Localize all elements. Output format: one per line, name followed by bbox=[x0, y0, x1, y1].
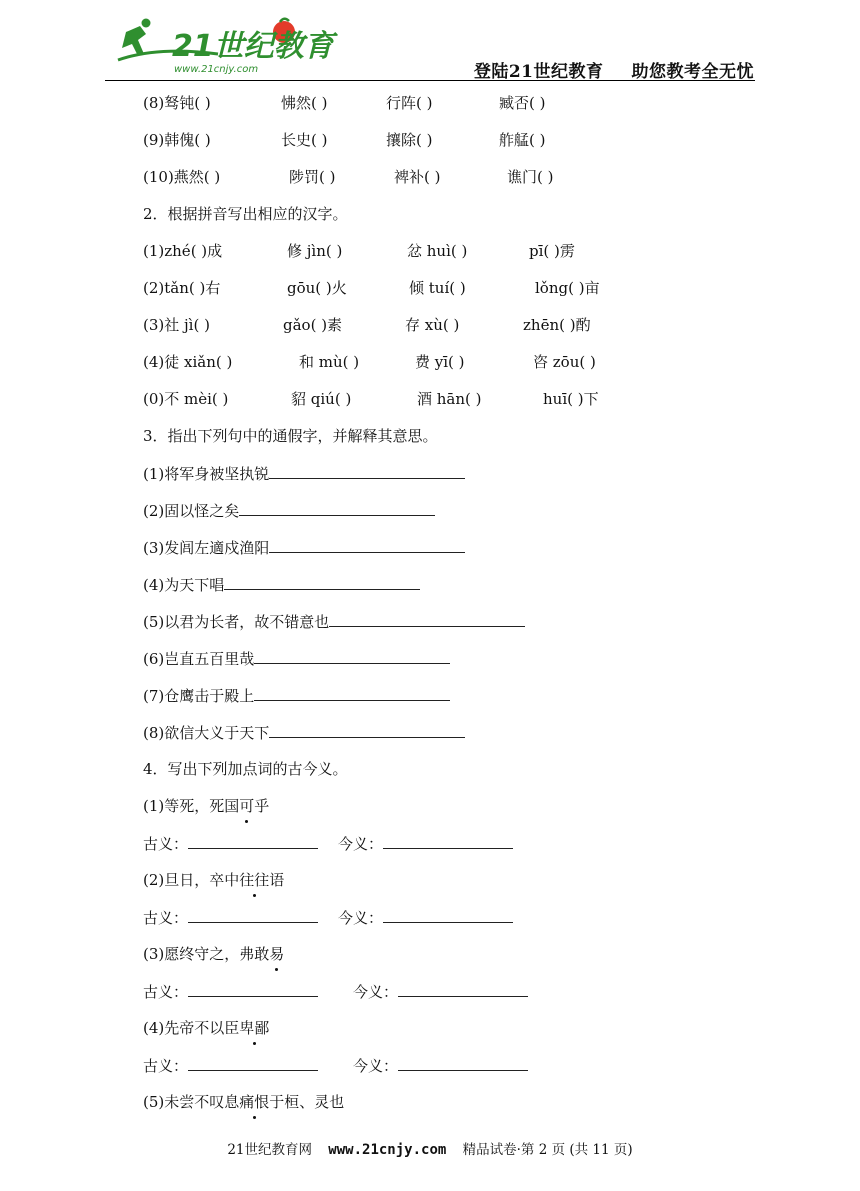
item: (1)zhé( )成 bbox=[143, 242, 223, 260]
pinyin-row bbox=[143, 386, 763, 423]
gu-label: 古义： bbox=[143, 978, 318, 1006]
answer-blank[interactable] bbox=[254, 682, 450, 701]
pinyin-row bbox=[143, 238, 763, 275]
pinyin-row bbox=[143, 349, 763, 386]
list-item bbox=[143, 867, 763, 904]
item: 攘除( ) bbox=[386, 131, 433, 149]
list-item bbox=[143, 534, 763, 571]
pinyin-row bbox=[143, 164, 763, 201]
item: 咨 zōu( ) bbox=[533, 353, 596, 371]
answer-blank[interactable] bbox=[269, 534, 465, 553]
item: 费 yī( ) bbox=[415, 353, 465, 371]
jin-label: 今义： bbox=[353, 1052, 528, 1080]
item: huī( )下 bbox=[543, 390, 599, 408]
sentence: (3)发闾左適戍渔阳 bbox=[143, 539, 270, 557]
sentence: (1)将军身被坚执锐 bbox=[143, 465, 270, 483]
item: 行阵( ) bbox=[386, 94, 433, 112]
answer-blank[interactable] bbox=[188, 830, 318, 849]
item: pī( )雳 bbox=[529, 242, 575, 260]
svg-text:www.21cnjy.com: www.21cnjy.com bbox=[174, 64, 259, 75]
item: 存 xù( ) bbox=[405, 316, 460, 334]
slogan-right: 助您教考全无忧 bbox=[631, 62, 754, 82]
slogan-left: 登陆21世纪教育 bbox=[473, 62, 604, 82]
item: 舴艋( ) bbox=[499, 131, 546, 149]
footer-site: 21世纪教育网 bbox=[227, 1142, 312, 1158]
item: 谯门( ) bbox=[507, 168, 554, 186]
svg-text:21世纪教育: 21世纪教育 bbox=[172, 29, 334, 64]
item: (2)tǎn( )右 bbox=[143, 279, 221, 297]
gu-label: 古义： bbox=[143, 904, 318, 932]
pinyin-row bbox=[143, 127, 763, 164]
list-item bbox=[143, 793, 763, 830]
dotted-word: 卑鄙 bbox=[239, 1015, 269, 1042]
logo-21cnjy bbox=[112, 14, 334, 78]
sentence: (6)岂直五百里哉 bbox=[143, 650, 255, 668]
item: lǒng( )亩 bbox=[535, 279, 600, 297]
answer-row bbox=[143, 830, 763, 867]
pinyin-row bbox=[143, 275, 763, 312]
item: 修 jìn( ) bbox=[287, 242, 343, 260]
sentence: (4)为天下唱 bbox=[143, 576, 225, 594]
sentence-part: (2)旦日，卒中 bbox=[143, 871, 240, 889]
question-3-title: 3．指出下列句中的通假字，并解释其意思。 bbox=[143, 427, 438, 445]
sentence-part: 乎 bbox=[254, 797, 270, 815]
pinyin-row bbox=[143, 90, 763, 127]
list-item bbox=[143, 497, 763, 534]
answer-row bbox=[143, 978, 763, 1015]
item: (0)不 mèi( ) bbox=[143, 390, 229, 408]
question-4-title: 4．写出下列加点词的古今义。 bbox=[143, 760, 348, 778]
sentence: (8)欲信大义于天下 bbox=[143, 724, 270, 742]
dotted-word: 痛恨 bbox=[239, 1089, 269, 1116]
sentence-part: (5)未尝不叹息 bbox=[143, 1093, 240, 1111]
item: 臧否( ) bbox=[499, 94, 546, 112]
answer-row bbox=[143, 1052, 763, 1089]
dotted-word: 易 bbox=[269, 941, 284, 968]
item: 陟罚( ) bbox=[289, 168, 336, 186]
list-item bbox=[143, 645, 763, 682]
sentence: (7)仓鹰击于殿上 bbox=[143, 687, 255, 705]
page-footer bbox=[0, 1138, 860, 1158]
answer-blank[interactable] bbox=[383, 904, 513, 923]
list-item bbox=[143, 460, 763, 497]
sentence-part: (1)等死，死国 bbox=[143, 797, 240, 815]
sentence: (5)以君为长者，故不错意也 bbox=[143, 613, 330, 631]
header-slogan bbox=[474, 57, 754, 82]
list-item bbox=[143, 719, 763, 756]
item: gōu( )火 bbox=[287, 279, 347, 297]
answer-blank[interactable] bbox=[398, 1052, 528, 1071]
jin-label: 今义： bbox=[353, 978, 528, 1006]
jin-label: 今义： bbox=[338, 830, 513, 858]
answer-blank[interactable] bbox=[239, 497, 435, 516]
page-header bbox=[0, 0, 860, 82]
dotted-word: 往往 bbox=[239, 867, 269, 894]
footer-page-info: 精品试卷·第 2 页 (共 11 页) bbox=[462, 1142, 633, 1158]
list-item bbox=[143, 1089, 763, 1126]
answer-blank[interactable] bbox=[329, 608, 525, 627]
gu-label: 古义： bbox=[143, 830, 318, 858]
sentence-part: (3)愿终守之，弗敢 bbox=[143, 945, 270, 963]
item: gǎo( )素 bbox=[283, 316, 343, 334]
answer-blank[interactable] bbox=[383, 830, 513, 849]
answer-blank[interactable] bbox=[224, 571, 420, 590]
answer-blank[interactable] bbox=[398, 978, 528, 997]
item: (8)驽钝( ) bbox=[143, 94, 211, 112]
item: 长史( ) bbox=[281, 131, 328, 149]
item: 和 mù( ) bbox=[299, 353, 360, 371]
answer-blank[interactable] bbox=[269, 460, 465, 479]
item: 貂 qiú( ) bbox=[291, 390, 352, 408]
sentence-part: 语 bbox=[269, 871, 285, 889]
answer-blank[interactable] bbox=[188, 1052, 318, 1071]
item: 忿 huì( ) bbox=[407, 242, 468, 260]
item: zhēn( )酌 bbox=[523, 316, 591, 334]
answer-blank[interactable] bbox=[254, 645, 450, 664]
dotted-word: 可 bbox=[239, 793, 254, 820]
jin-label: 今义： bbox=[338, 904, 513, 932]
answer-row bbox=[143, 904, 763, 941]
worksheet-content bbox=[143, 90, 763, 1126]
item: 怫然( ) bbox=[281, 94, 328, 112]
item: 裨补( ) bbox=[394, 168, 441, 186]
item: (10)燕然( ) bbox=[143, 168, 221, 186]
item: (3)社 jì( ) bbox=[143, 316, 210, 334]
list-item bbox=[143, 682, 763, 719]
sentence-part: (4)先帝不以臣 bbox=[143, 1019, 240, 1037]
list-item bbox=[143, 941, 763, 978]
list-item bbox=[143, 1015, 763, 1052]
answer-blank[interactable] bbox=[188, 978, 318, 997]
item: (4)徒 xiǎn( ) bbox=[143, 353, 233, 371]
item: (9)韩傀( ) bbox=[143, 131, 211, 149]
footer-url[interactable]: www.21cnjy.com bbox=[328, 1142, 447, 1158]
item: 倾 tuí( ) bbox=[409, 279, 466, 297]
answer-blank[interactable] bbox=[188, 904, 318, 923]
item: 酒 hān( ) bbox=[417, 390, 482, 408]
sentence-part: 于桓、灵也 bbox=[269, 1093, 345, 1111]
answer-blank[interactable] bbox=[269, 719, 465, 738]
pinyin-row bbox=[143, 312, 763, 349]
header-divider bbox=[105, 80, 755, 81]
gu-label: 古义： bbox=[143, 1052, 318, 1080]
list-item bbox=[143, 608, 763, 645]
sentence: (2)固以怪之矣 bbox=[143, 502, 240, 520]
question-2-title: 2．根据拼音写出相应的汉字。 bbox=[143, 205, 348, 223]
list-item bbox=[143, 571, 763, 608]
